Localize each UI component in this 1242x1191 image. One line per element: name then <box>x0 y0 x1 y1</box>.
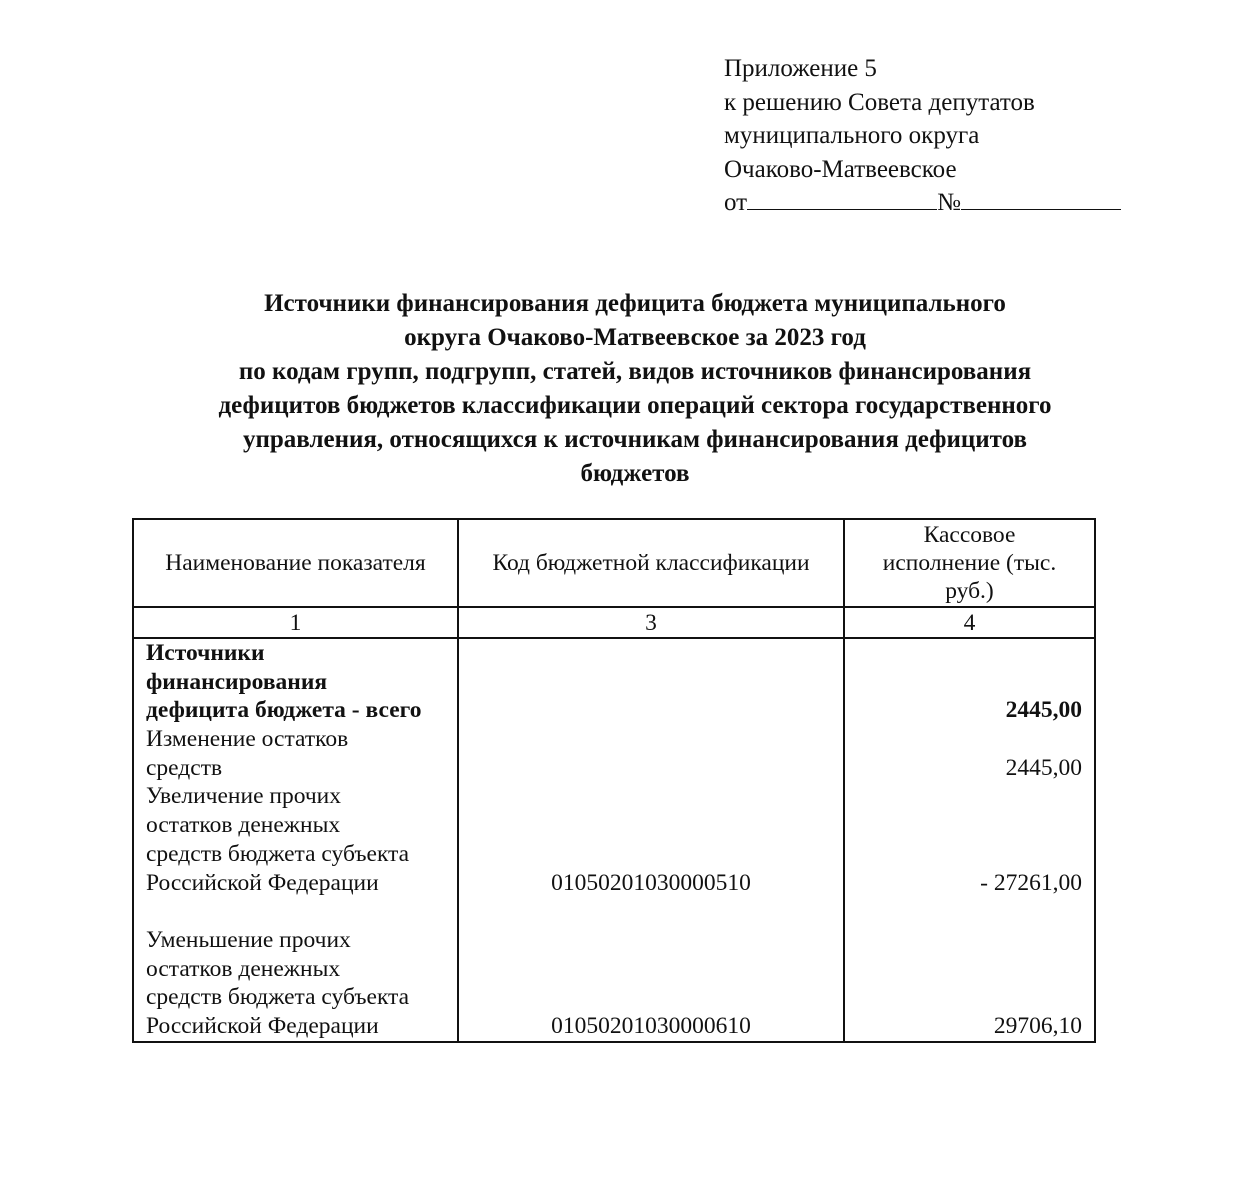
spacer-line <box>459 696 843 725</box>
indicator-name-line: Источники <box>146 640 265 666</box>
spacer-line <box>459 668 843 697</box>
indicator-name-line: средств <box>146 754 223 781</box>
classification-code: 01050201030000610 <box>551 1012 751 1039</box>
spacer-line <box>845 983 1082 1012</box>
spacer-line <box>459 811 843 840</box>
indicator-name-line: остатков денежных <box>146 955 341 982</box>
indicator-name-line: остатков денежных <box>146 812 341 839</box>
execution-value: - 27261,00 <box>980 869 1082 896</box>
header-amount <box>844 519 1095 607</box>
indicator-name-line: дефицита бюджета - всего <box>146 697 422 724</box>
header-amount-line-3: руб.) <box>945 578 994 604</box>
header-amount-line-2: исполнение (тыс. <box>882 550 1057 576</box>
title-line-6: бюджетов <box>580 460 690 487</box>
spacer-line <box>459 926 843 955</box>
table-body-row <box>133 638 1095 1042</box>
indicator-name-line: Российской Федерации <box>146 869 379 896</box>
spacer-line <box>459 782 843 811</box>
title-line-5: управления, относящихся к источникам финансирования дефицитов <box>242 426 1027 453</box>
indicator-name-line: финансирования <box>146 668 328 695</box>
date-blank <box>747 187 937 210</box>
execution-values-cell <box>844 638 1095 1042</box>
appendix-date-number-line <box>724 186 1121 220</box>
appendix-block <box>724 52 1121 220</box>
header-amount-line-1: Кассовое <box>923 522 1016 548</box>
spacer-line <box>146 897 457 926</box>
indicator-name-line: средств бюджета субъекта <box>146 984 410 1011</box>
indicator-name-line: Российской Федерации <box>146 1012 379 1039</box>
classification-codes-cell <box>458 638 844 1042</box>
spacer-line <box>459 955 843 984</box>
column-number-row <box>133 607 1095 638</box>
title-line-4: дефицитов бюджетов классификации операций сектора государственного <box>218 392 1052 419</box>
indicator-name-line: Увеличение прочих <box>146 783 341 810</box>
budget-table <box>132 518 1096 1043</box>
header-name: Наименование показателя <box>133 519 458 607</box>
spacer-line <box>845 668 1082 697</box>
spacer-line <box>845 897 1082 926</box>
execution-value: 2445,00 <box>1005 697 1082 724</box>
spacer-line <box>845 811 1082 840</box>
indicator-name-line: Изменение остатков <box>146 726 349 753</box>
spacer-line <box>459 983 843 1012</box>
indicator-name-line: Уменьшение прочих <box>146 926 351 953</box>
spacer-line <box>845 725 1082 754</box>
spacer-line <box>459 754 843 783</box>
number-blank <box>961 187 1121 210</box>
indicator-name-line: средств бюджета субъекта <box>146 840 410 867</box>
spacer-line <box>459 840 843 869</box>
spacer-line <box>459 639 843 668</box>
appendix-line-2: к решению Совета депутатов <box>724 88 1035 116</box>
spacer-line <box>459 897 843 926</box>
title-line-1: Источники финансирования дефицита бюджета муниципального <box>264 290 1006 317</box>
indicator-names-cell <box>133 638 458 1042</box>
column-number-3: 3 <box>458 607 844 638</box>
spacer-line <box>845 782 1082 811</box>
classification-code: 01050201030000510 <box>551 869 751 896</box>
execution-value: 29706,10 <box>993 1012 1082 1039</box>
title-line-2: округа Очаково-Матвеевское за 2023 год <box>404 324 866 351</box>
header-code: Код бюджетной классификации <box>458 519 844 607</box>
table-header-row <box>133 519 1095 607</box>
column-number-1: 1 <box>133 607 458 638</box>
appendix-line-4: Очаково-Матвеевское <box>724 155 957 183</box>
appendix-line-1: Приложение 5 <box>724 55 877 82</box>
execution-value: 2445,00 <box>1005 754 1082 781</box>
number-label: № <box>937 189 961 216</box>
spacer-line <box>845 955 1082 984</box>
spacer-line <box>845 639 1082 668</box>
appendix-line-3: муниципального округа <box>724 122 980 149</box>
spacer-line <box>845 840 1082 869</box>
column-number-4: 4 <box>844 607 1095 638</box>
title-line-3: по кодам групп, подгрупп, статей, видов источников финансирования <box>238 358 1032 385</box>
from-label: от <box>724 189 748 216</box>
document-title <box>100 287 1170 491</box>
spacer-line <box>845 926 1082 955</box>
spacer-line <box>459 725 843 754</box>
